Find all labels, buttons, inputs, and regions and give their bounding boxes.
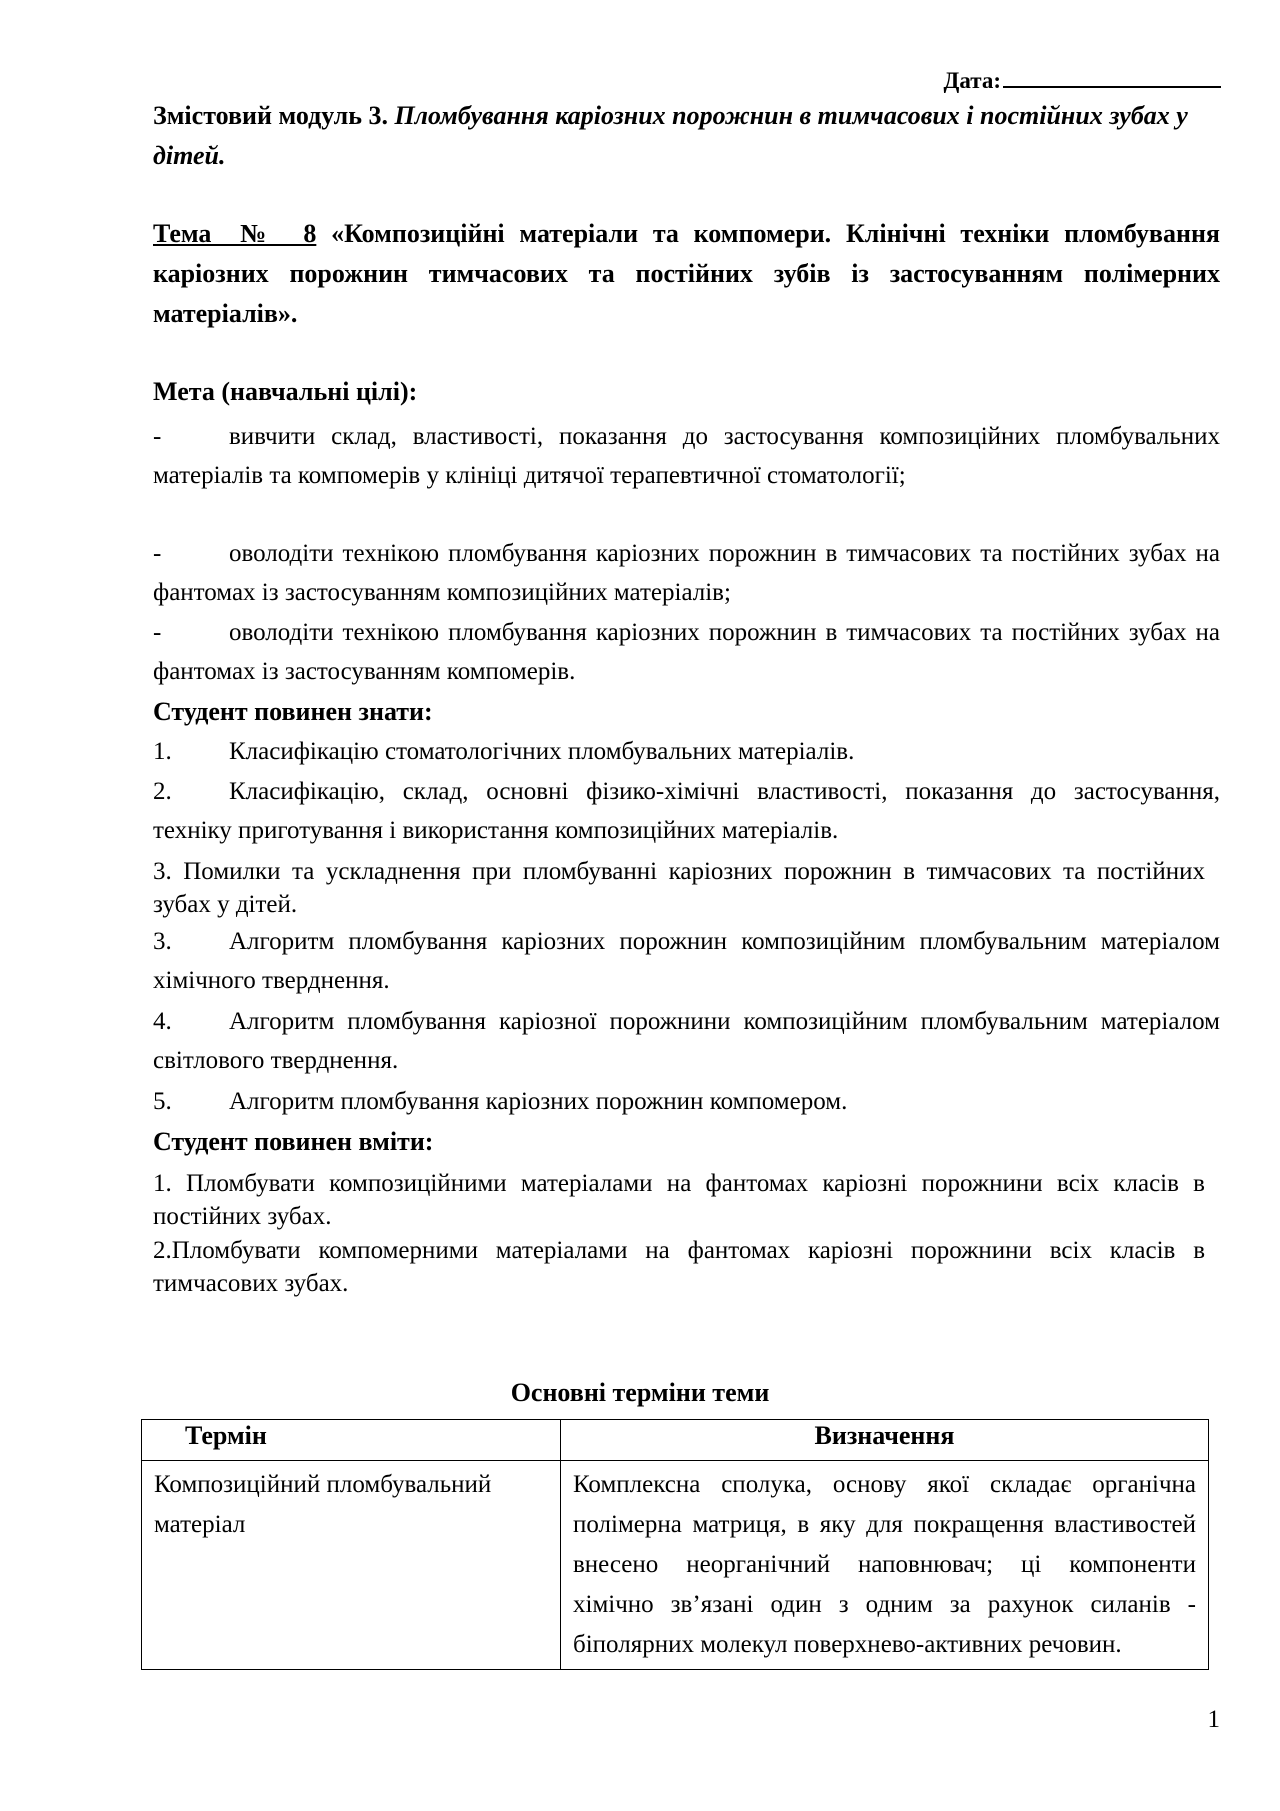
column-header-term: Термін [142,1420,561,1461]
column-header-definition: Визначення [561,1420,1209,1461]
topic-number: Тема № 8 [153,219,317,248]
know-item [153,1002,1220,1080]
know-text: Класифікацію, склад, основні фізико-хімічні властивості, показання до застосування, техніку приготування і використання композиційних матеріалів. [153,778,1220,844]
topic-heading [153,214,1220,334]
date-label: Дата: [943,68,1001,93]
know-item [153,732,1220,771]
table-row [142,1461,1209,1670]
list-marker: - [153,619,162,646]
list-marker: - [153,423,162,450]
goal-text: оволодіти технікою пломбування каріозних порожнин в тимчасових та постійних зубах на фантомах із застосуванням компомерів. [153,619,1220,685]
term-cell: Композиційний пломбувальний матеріал [142,1461,561,1670]
goals-heading: Мета (навчальні цілі): [153,377,418,406]
list-marker: 5. [153,1088,172,1115]
skill-item: 2.Пломбувати компомерними матеріалами на фантомах каріозні порожнини всіх класів в тимчасових зубах. [153,1237,1205,1297]
list-marker: 1. [153,738,172,765]
list-marker: 4. [153,1008,172,1035]
goal-item [153,417,1220,495]
know-heading: Студент повинен знати: [153,697,433,726]
goal-item [153,534,1220,612]
module-title: Пломбування каріозних порожнин в тимчасових і постійних зубах у дітей. [153,101,1188,170]
know-item [153,772,1220,850]
page-number: 1 [1207,1706,1220,1733]
terms-table [141,1419,1209,1670]
definition-cell: Комплексна сполука, основу якої складає органічна полімерна матриця, в яку для покращення властивостей внесено неорганічний наповнювач; ці компоненти хімічно зв’язані один з одним за рахунок силанів - біполярних молекул поверхнево-активних речовин. [561,1461,1209,1670]
list-marker: 2. [153,778,172,805]
table-title: Основні терміни теми [510,1378,770,1407]
skill-item: 1. Пломбувати композиційними матеріалами на фантомах каріозні порожнини всіх класів в постійних зубах. [153,1170,1205,1230]
module-label: Змістовий модуль 3. [153,101,388,130]
know-item [153,1082,1220,1121]
know-text: Алгоритм пломбування каріозної порожнини композиційним пломбувальним матеріалом світлового тверднення. [153,1008,1220,1074]
goal-item [153,613,1220,691]
date-field [944,64,1221,94]
know-text: Алгоритм пломбування каріозних порожнин композиційним пломбувальним матеріалом хімічного тверднення. [153,928,1220,994]
know-item [153,922,1220,1000]
topic-title: «Композиційні матеріали та компомери. Клінічні техніки пломбування каріозних порожнин тимчасових та постійних зубів із застосуванням полімерних матеріалів». [153,219,1220,328]
know-text: Класифікацію стоматологічних пломбувальних матеріалів. [229,738,855,765]
skills-heading: Студент повинен вміти: [153,1127,434,1156]
know-text: Алгоритм пломбування каріозних порожнин компомером. [229,1088,848,1115]
goal-text: вивчити склад, властивості, показання до застосування композиційних пломбувальних матеріалів та компомерів у клініці дитячої терапевтичної стоматології; [153,423,1220,489]
know-item: 3. Помилки та ускладнення при пломбуванні каріозних порожнин в тимчасових та постійних зубах у дітей. [153,858,1205,918]
module-heading [153,96,1220,176]
list-marker: 3. [153,928,172,955]
goal-text: оволодіти технікою пломбування каріозних порожнин в тимчасових та постійних зубах на фантомах із застосуванням композиційних матеріалів; [153,540,1220,606]
date-blank-line [1003,64,1221,88]
list-marker: - [153,540,162,567]
table-header-row [142,1420,1209,1461]
